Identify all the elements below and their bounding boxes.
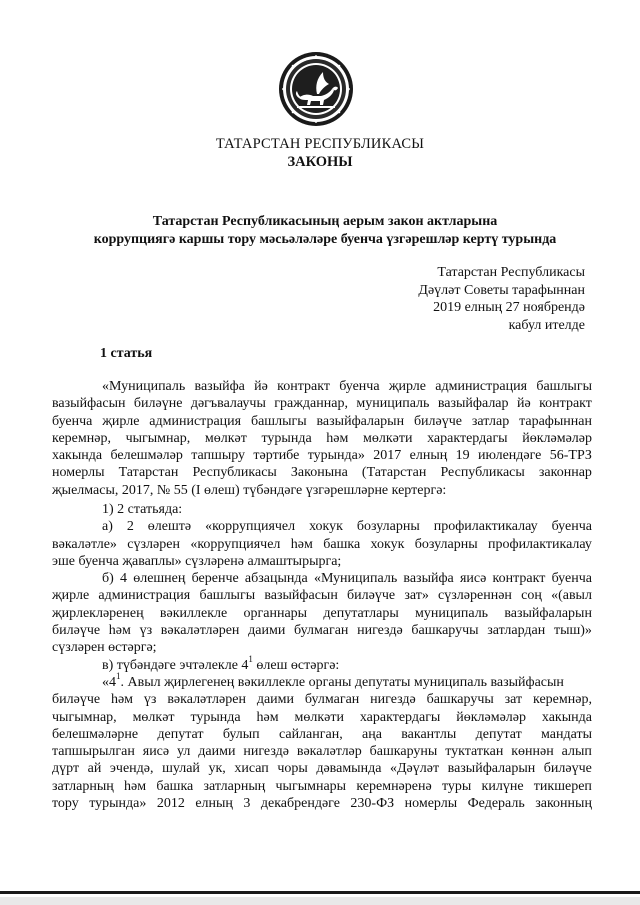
text-line: «Муниципаль вазыйфа йә контракт буенча җирле администрация башлыгы: [102, 379, 592, 394]
text-line: биләүче һәм үз вәкаләтләрен даими булмаган нигездә башкаручы затлардан тыш)»: [52, 623, 592, 639]
scan-edge: [0, 891, 640, 894]
title-line: Татарстан Республикасының аерым закон актларына: [152, 214, 498, 229]
text-line: хакында белешмәләр тапшыру тәртибе турында» 2017 елның 19 июлендәге 56-ТРЗ: [52, 448, 592, 464]
republic-name: ТАТАРСТАН РЕСПУБЛИКАСЫ: [215, 136, 425, 152]
text-line: җирлекләренең вәкиллекле органнары депутатлары муниципаль вазыйфаларын: [52, 605, 592, 621]
point-heading: 1) 2 статьяда:: [102, 502, 183, 517]
text-line: чыгымнар, мөлкәт турында һәм мөлкәти характердагы йөкләмәләр хакында: [52, 709, 592, 725]
subpoint-v-line: [52, 653, 592, 674]
text-line: җыелмасы, 2017, № 55 (I өлеш) түбәндәге үзгәрешләрне кертергә:: [52, 482, 447, 498]
text-fragment: «4: [102, 674, 116, 690]
quote-first-line: [52, 670, 592, 691]
title-line: коррупциягә каршы тору мәсьәләләре буенча үзгәрешләр кертү турында: [93, 232, 557, 247]
adoption-line: кабул ителде: [508, 317, 585, 333]
text-line: керемнәр, чыгымнар, мөлкәт турында һәм мөлкәти характердагы йөкләмәләр: [52, 430, 592, 446]
text-fragment: в) түбәндәге эчтәлекле 4: [102, 657, 249, 673]
text-line: а) 2 өлештә «коррупциячел хокук бозуларны профилактикалау буенча: [102, 519, 592, 535]
text-line: биләүче һәм үз вәкаләтләрен даими булмаган нигездә башкаручы зат керемнәр,: [52, 692, 592, 708]
text-fragment: . Авыл җирлегенең вәкиллекле органы депутаты муниципаль вазыйфасын: [120, 674, 564, 690]
text-line: җирле администрация башлыгы вазыйфасын биләүче зат» сүзләреннән соң «(авыл: [52, 588, 592, 604]
superscript: 1: [248, 653, 253, 664]
adoption-line: Татарстан Республикасы: [437, 265, 585, 280]
text-line: б) 4 өлешнең беренче абзацында «Муниципаль вазыйфа яисә контракт буенча: [102, 571, 592, 587]
text-line: дүрт ай эчендә, шулай ук, хисап чоры дәвамында «Дәүләт вазыйфаларын биләүче: [52, 761, 592, 777]
text-line: затларның һәм башка затларның чыгымнары керемнәренә туры килүне тикшереп: [52, 778, 592, 794]
adoption-line: Дәүләт Советы тарафыннан: [418, 282, 585, 298]
text-line: буенча җирле администрация башлыгы вазыйфаларын биләүче затлар тарафыннан: [52, 413, 592, 429]
adoption-note: [418, 264, 585, 334]
text-line: тапшырылган яисә ул даими нигездә вәкаләтләр башкаруны туктаткан көннән алып: [52, 744, 592, 760]
law-label: ЗАКОНЫ: [287, 154, 353, 170]
superscript: 1: [116, 670, 121, 681]
tatarstan-emblem-icon: [277, 50, 355, 128]
text-line: вәкаләтле» сүзләрен «коррупциячел һәм башка хокук бозуларны профилактикалау: [52, 536, 592, 552]
text-line: вазыйфасын биләүне дәгъвалаучы гражданнар, муниципаль вазыйфалар йә контракт: [52, 396, 592, 412]
text-line: эше буенча җаваплы» сүзләренә алмаштырырга;: [52, 553, 342, 569]
article-heading: 1 статья: [100, 346, 153, 361]
scan-edge-shadow: [0, 897, 640, 905]
text-line: номерлы Татарстан Республикасы Законына (Татарстан Республикасы законнар: [52, 465, 592, 481]
text-fragment: өлеш өстәргә:: [252, 657, 340, 673]
article-point-1: [52, 501, 592, 812]
text-line: белешмәләрне депутат булып сайланган, аңа вакантлы депутат мандаты: [52, 726, 592, 742]
adoption-line: 2019 елның 27 ноябрендә: [433, 300, 585, 315]
text-line: тору турында» 2012 елның 3 декабрендәге 230-ФЗ номерлы Федераль законның: [52, 796, 592, 812]
document-title: [60, 213, 590, 249]
text-line: сүзләрен өстәргә;: [52, 640, 157, 656]
article-intro-paragraph: [52, 378, 592, 499]
